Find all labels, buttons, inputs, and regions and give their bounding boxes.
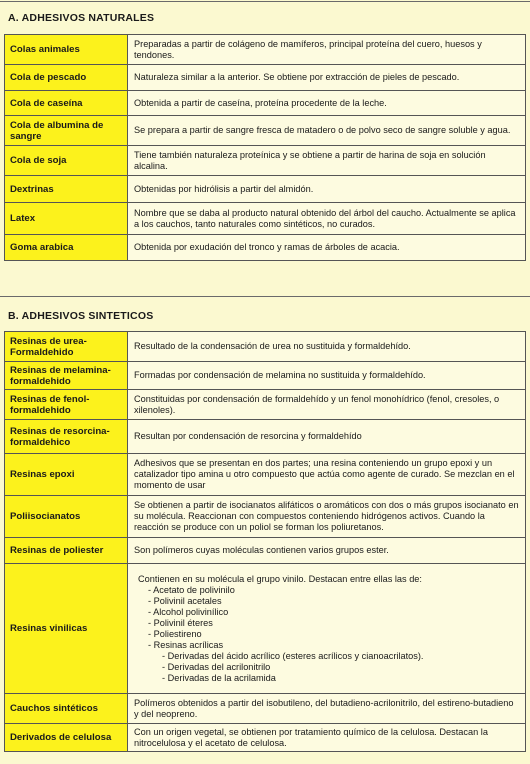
table-row — [5, 146, 526, 176]
row-description: Son polímeros cuyas moléculas contienen varios grupos ester. — [128, 538, 526, 564]
row-name: Resinas de melamina-formaldehido — [5, 362, 128, 390]
row-name: Poliisocianatos — [5, 496, 128, 538]
table-row — [5, 203, 526, 235]
row-description: Obtenida por exudación del tronco y ramas de árboles de acacia. — [128, 235, 526, 261]
list-item: - Resinas acrílicas — [148, 640, 519, 651]
table-row — [5, 235, 526, 261]
acrylic-resin-sublist — [134, 651, 519, 684]
section-divider — [0, 296, 530, 297]
row-description: Resultan por condensación de resorcina y formaldehído — [128, 420, 526, 454]
row-description: Preparadas a partir de colágeno de mamíferos, principal proteína del cuero, huesos y tendones. — [128, 35, 526, 65]
row-name: Resinas epoxi — [5, 454, 128, 496]
row-description: Nombre que se daba al producto natural obtenido del árbol del caucho. Actualmente se aplica a los cauchos, tanto naturales como sintéticos, no curados. — [128, 203, 526, 235]
table-row — [5, 65, 526, 91]
table-row — [5, 724, 526, 752]
row-description: Se prepara a partir de sangre fresca de matadero o de polvo seco de sangre soluble y agua. — [128, 116, 526, 146]
row-description: Adhesivos que se presentan en dos partes; una resina conteniendo un grupo epoxi y un catalizador tipo amina u otro compuesto que actúa como agente de curado. Se mezclan en el momento de usar — [128, 454, 526, 496]
table-row — [5, 538, 526, 564]
row-description: Obtenida a partir de caseína, proteína procedente de la leche. — [128, 91, 526, 116]
section-b-title: B. ADHESIVOS SINTETICOS — [8, 310, 154, 322]
row-name: Resinas vinilicas — [5, 564, 128, 694]
row-name: Latex — [5, 203, 128, 235]
row-description: Naturaleza similar a la anterior. Se obtiene por extracción de pieles de pescado. — [128, 65, 526, 91]
list-item: - Derivadas del acrilonitrilo — [162, 662, 519, 673]
row-description: Resultado de la condensación de urea no sustituida y formaldehído. — [128, 332, 526, 362]
table-row — [5, 91, 526, 116]
row-description: Formadas por condensación de melamina no sustituida y formaldehído. — [128, 362, 526, 390]
table-row — [5, 420, 526, 454]
table-row — [5, 390, 526, 420]
row-name: Cola de caseína — [5, 91, 128, 116]
row-description: Tiene también naturaleza proteínica y se obtiene a partir de harina de soja en solución alcalina. — [128, 146, 526, 176]
row-description: Se obtienen a partir de isocianatos alifáticos o aromáticos con dos o más grupos isocianato en su molécula. Reaccionan con compuestos conteniendo hidrógenos activos. Cuando la reacción se produce con un poliol se forman los poliuretanos. — [128, 496, 526, 538]
table-row — [5, 35, 526, 65]
row-description: Polímeros obtenidos a partir del isobutileno, del butadieno-acrilonitrilo, del estireno-butadieno y del neopreno. — [128, 694, 526, 724]
table-row — [5, 564, 526, 694]
row-name: Resinas de fenol-formaldehido — [5, 390, 128, 420]
row-name: Goma arabica — [5, 235, 128, 261]
row-description: Con un origen vegetal, se obtienen por tratamiento químico de la celulosa. Destacan la nitrocelulosa y el acetato de celulosa. — [128, 724, 526, 752]
table-row — [5, 332, 526, 362]
row-name: Cola de pescado — [5, 65, 128, 91]
top-rule — [0, 1, 530, 2]
natural-adhesives-table — [4, 34, 526, 261]
row-description: Constituidas por condensación de formaldehído y un fenol monohídrico (fenol, cresoles, o xilenoles). — [128, 390, 526, 420]
list-item: - Derivadas de la acrilamida — [162, 673, 519, 684]
row-description-block — [128, 564, 526, 694]
row-name: Cauchos sintéticos — [5, 694, 128, 724]
table-row — [5, 694, 526, 724]
table-row — [5, 454, 526, 496]
row-name: Resinas de resorcina-formaldehico — [5, 420, 128, 454]
table-row — [5, 176, 526, 203]
row-name: Cola de albumina de sangre — [5, 116, 128, 146]
row-name: Resinas de poliester — [5, 538, 128, 564]
row-description: Obtenidas por hidrólisis a partir del almidón. — [128, 176, 526, 203]
list-item: - Polivinil éteres — [148, 618, 519, 629]
list-item: - Polivinil acetales — [148, 596, 519, 607]
table-row — [5, 362, 526, 390]
list-item: - Acetato de polivinilo — [148, 585, 519, 596]
synthetic-adhesives-table — [4, 331, 526, 752]
table-row — [5, 116, 526, 146]
row-name: Cola de soja — [5, 146, 128, 176]
row-name: Colas animales — [5, 35, 128, 65]
row-name: Resinas de urea-Formaldehido — [5, 332, 128, 362]
row-name: Derivados de celulosa — [5, 724, 128, 752]
list-item: - Poliestireno — [148, 629, 519, 640]
list-item: - Derivadas del ácido acrílico (esteres acrílicos y cianoacrilatos). — [162, 651, 519, 662]
table-row — [5, 496, 526, 538]
vinyl-resin-list — [134, 585, 519, 651]
section-a-title: A. ADHESIVOS NATURALES — [8, 12, 155, 24]
list-item: - Alcohol polivinílico — [148, 607, 519, 618]
row-name: Dextrinas — [5, 176, 128, 203]
row-description: Contienen en su molécula el grupo vinilo. Destacan entre ellas las de: — [138, 573, 422, 584]
